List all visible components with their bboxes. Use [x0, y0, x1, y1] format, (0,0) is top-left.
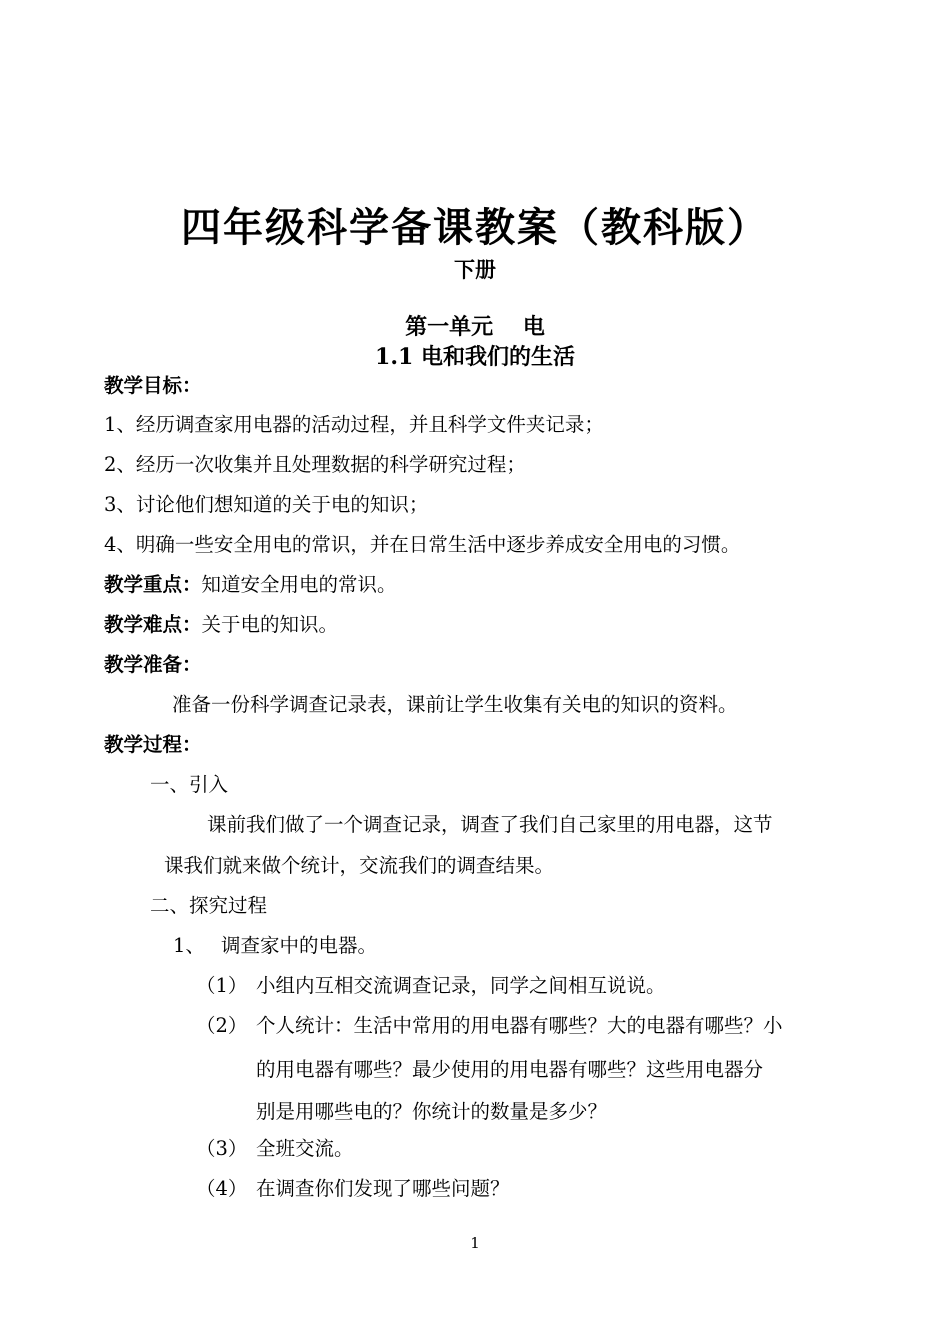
objective-item: 2、经历一次收集并且处理数据的科学研究过程；	[104, 453, 526, 476]
step-text: 调查家中的电器。	[221, 934, 378, 957]
sub-item-number: （4）	[196, 1177, 248, 1200]
sub-item-number: （2）	[196, 1014, 248, 1037]
document-subtitle: 下册	[454, 257, 496, 282]
preparation-text: 准备一份科学调查记录表，课前让学生收集有关电的知识的资料。	[172, 693, 738, 716]
intro-paragraph-line: 课我们就来做个统计，交流我们的调查结果。	[164, 854, 555, 877]
key-point-label: 教学重点：	[104, 573, 202, 596]
objective-item: 1、经历调查家用电器的活动过程，并且科学文件夹记录；	[104, 413, 604, 436]
objective-item: 4、明确一些安全用电的常识，并在日常生活中逐步养成安全用电的习惯。	[104, 533, 741, 556]
difficulty-label: 教学难点：	[104, 613, 202, 636]
sub-item-text: 的用电器有哪些？最少使用的用电器有哪些？这些用电器分	[256, 1058, 764, 1081]
key-point-text: 知道安全用电的常识。	[201, 573, 397, 596]
difficulty-line	[104, 609, 338, 637]
unit-heading: 第一单元 电	[405, 314, 545, 340]
preparation-heading: 教学准备：	[104, 653, 202, 676]
sub-item-number: （1）	[196, 974, 248, 997]
step-number: 1、	[173, 934, 205, 957]
page-number: 1	[470, 1234, 480, 1252]
objectives-heading: 教学目标：	[104, 374, 202, 397]
sub-item-text: 全班交流。	[256, 1137, 354, 1160]
lesson-heading: 1.1 电和我们的生活	[375, 344, 575, 370]
explore-heading: 二、探究过程	[150, 894, 268, 917]
sub-item-text: 个人统计：生活中常用的用电器有哪些？大的电器有哪些？小	[256, 1014, 783, 1037]
sub-item-number: （3）	[196, 1137, 248, 1160]
sub-item-text: 在调查你们发现了哪些问题？	[256, 1177, 510, 1200]
sub-item-text: 别是用哪些电的？你统计的数量是多少？	[256, 1100, 608, 1123]
difficulty-text: 关于电的知识。	[201, 613, 339, 636]
document-title: 四年级科学备课教案（教科版）	[181, 204, 769, 251]
process-heading: 教学过程：	[104, 733, 202, 756]
objective-item: 3、讨论他们想知道的关于电的知识；	[104, 493, 429, 516]
intro-paragraph-line: 课前我们做了一个调查记录，调查了我们自己家里的用电器，这节	[207, 813, 773, 836]
intro-heading: 一、引入	[150, 773, 229, 796]
sub-item-text: 小组内互相交流调查记录，同学之间相互说说。	[256, 974, 666, 997]
key-point-line	[104, 569, 397, 597]
